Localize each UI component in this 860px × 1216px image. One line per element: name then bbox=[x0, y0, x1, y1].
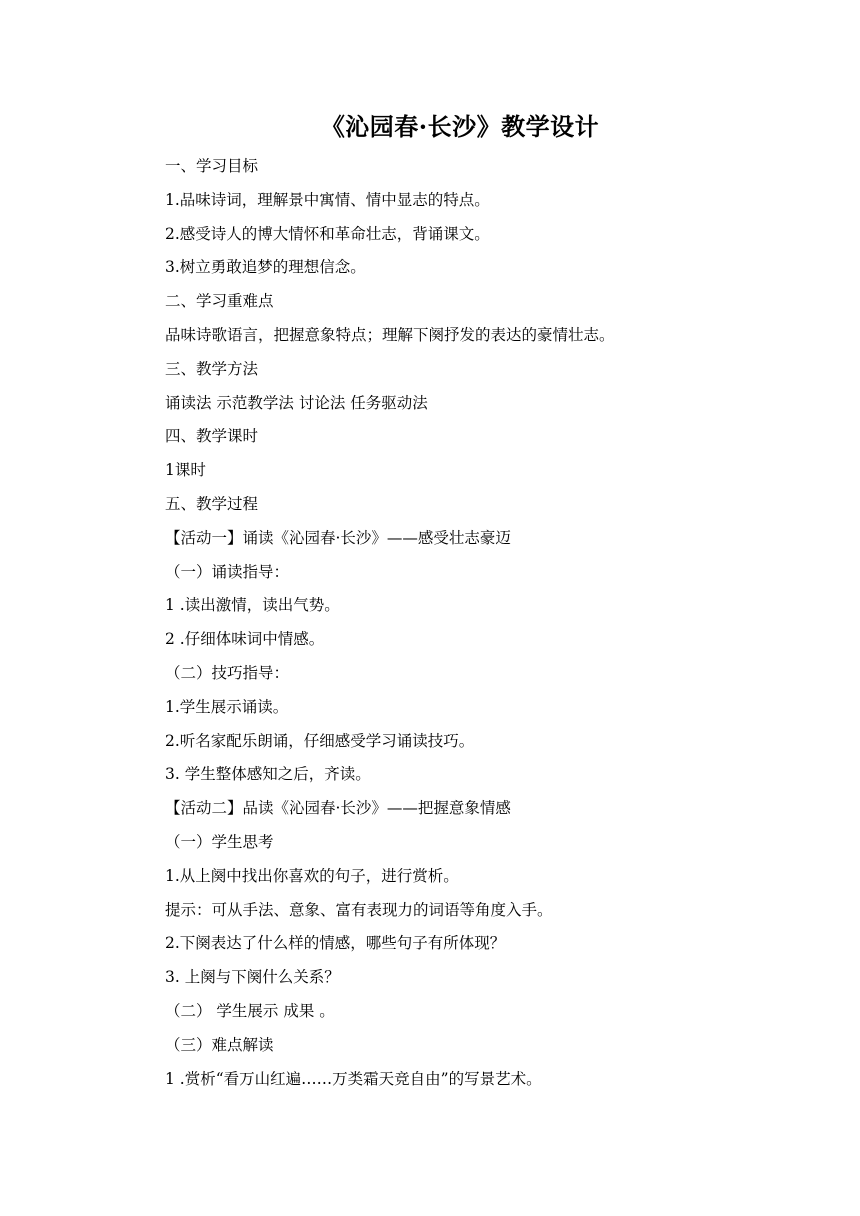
list-item: 1 .读出激情，读出气势。 bbox=[165, 596, 340, 615]
subsection-student-thinking: （一）学生思考 bbox=[165, 832, 274, 851]
section-heading-process: 五、教学过程 bbox=[165, 494, 259, 513]
key-points-text: 品味诗歌语言，把握意象特点；理解下阕抒发的表达的豪情壮志。 bbox=[165, 325, 615, 344]
document-body bbox=[165, 150, 805, 1096]
section-heading-methods: 三、教学方法 bbox=[165, 359, 259, 378]
list-item: 2 .仔细体味词中情感。 bbox=[165, 630, 325, 649]
objective-item-3: 3.树立勇敢追梦的理想信念。 bbox=[165, 258, 366, 277]
subsection-difficulty-analysis: （三）难点解读 bbox=[165, 1035, 274, 1054]
list-item: 2.听名家配乐朗诵，仔细感受学习诵读技巧。 bbox=[165, 731, 475, 750]
hint-text: 提示：可从手法、意象、富有表现力的词语等角度入手。 bbox=[165, 900, 553, 919]
subsection-reading-guidance: （一）诵读指导： bbox=[165, 562, 290, 581]
subsection-skill-guidance: （二）技巧指导： bbox=[165, 663, 290, 682]
section-heading-key-points: 二、学习重难点 bbox=[165, 292, 274, 311]
document-title: 《沁园春·长沙》教学设计 bbox=[320, 112, 600, 141]
list-item: 3. 学生整体感知之后，齐读。 bbox=[165, 765, 371, 784]
list-item: 1.从上阕中找出你喜欢的句子，进行赏析。 bbox=[165, 866, 459, 885]
section-heading-objectives: 一、学习目标 bbox=[165, 157, 259, 175]
list-item: 1.学生展示诵读。 bbox=[165, 697, 289, 716]
periods-text: 1课时 bbox=[165, 461, 206, 480]
activity-2-heading: 【活动二】品读《沁园春·长沙》——把握意象情感 bbox=[165, 799, 511, 818]
list-item: 3. 上阕与下阕什么关系？ bbox=[165, 968, 340, 987]
methods-text: 诵读法 示范教学法 讨论法 任务驱动法 bbox=[165, 393, 428, 412]
subsection-student-showcase: （二） 学生展示 成果 。 bbox=[165, 1001, 335, 1020]
list-item: 2.下阕表达了什么样的情感，哪些句子有所体现？ bbox=[165, 934, 506, 953]
activity-1-heading: 【活动一】诵读《沁园春·长沙》——感受壮志豪迈 bbox=[165, 528, 511, 547]
objective-item-1: 1.品味诗词，理解景中寓情、情中显志的特点。 bbox=[165, 190, 490, 209]
section-heading-periods: 四、教学课时 bbox=[165, 427, 259, 446]
list-item: 1 .赏析“看万山红遍……万类霜天竞自由”的写景艺术。 bbox=[165, 1069, 542, 1088]
objective-item-2: 2.感受诗人的博大情怀和革命壮志，背诵课文。 bbox=[165, 224, 490, 243]
